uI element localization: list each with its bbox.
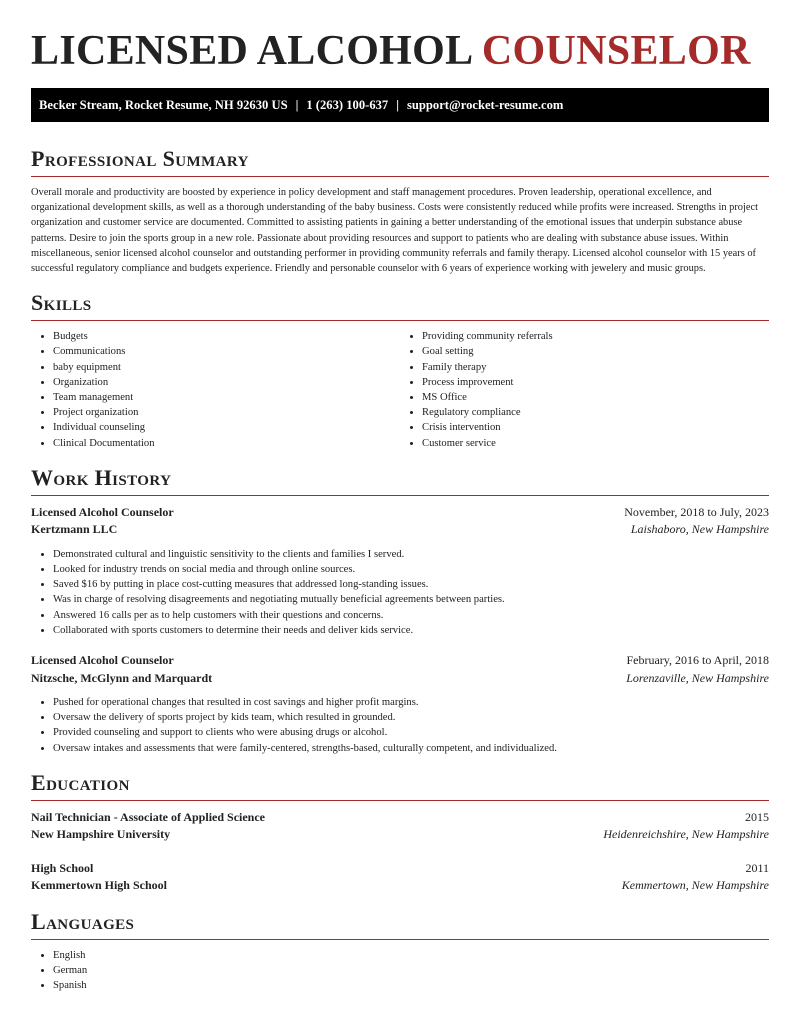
job-bullet: • Oversaw intakes and assessments that were family-centered, strengths-based, culturally competent, and individualized. <box>53 741 769 756</box>
skill-item: • Process improvement <box>422 375 769 390</box>
skills-list-left <box>31 329 400 451</box>
skills-columns <box>31 329 769 451</box>
skill-item: • baby equipment <box>53 360 400 375</box>
skill-item: • Providing community referrals <box>422 329 769 344</box>
job-bullet: • Was in charge of resolving disagreements and negotiating mutually beneficial agreements between parties. <box>53 592 769 607</box>
contact-bar <box>31 88 769 122</box>
job-company-row <box>31 670 769 688</box>
job-bullet: • Provided counseling and support to clients who were abusing drugs or alcohol. <box>53 725 769 740</box>
job-bullet: • Collaborated with sports customers to determine their needs and deliver kids service. <box>53 623 769 638</box>
job-title-row <box>31 504 769 522</box>
job-bullet: • Saved $16 by putting in place cost-cutting measures that addressed long-standing issues. <box>53 577 769 592</box>
title-main: LICENSED ALCOHOL <box>31 28 472 74</box>
skill-item: • Crisis intervention <box>422 420 769 435</box>
job-entry <box>31 504 769 638</box>
skill-item: • Regulatory compliance <box>422 405 769 420</box>
summary-section <box>31 146 769 276</box>
job-bullet: • Demonstrated cultural and linguistic sensitivity to the clients and families I served. <box>53 547 769 562</box>
skill-item: • Project organization <box>53 405 400 420</box>
job-company: Kertzmann LLC <box>31 522 118 537</box>
job-company: Nitzsche, McGlynn and Marquardt <box>31 670 213 685</box>
skills-header <box>31 290 769 321</box>
summary-text: Overall morale and productivity are boosted by experience in policy development and staff management procedures. Proven leadership, operational excellence, and organizational development skills, as well as a thorough understanding of the baby business. Costs were consistently reduced while profits were increased. Strengths in project organization and customer service are documented. Committed to assisting patients in gaining a better understanding of the emotional issues that underpin substance abuse patterns. Desire to join the sports group in a new role. Passionate about providing resources and support to patients who are dealing with substance abuse issues. Within miscellaneous, senior licensed alcohol counselor and outstanding performer in providing community referrals and family therapy. Licensed alcohol counselor with 15 years of successful regulatory compliance and budgets experience. Friendly and personable counselor with 6 years of experience working with jewelery and music groups. <box>31 187 758 275</box>
summary-header <box>31 146 769 177</box>
job-bullet: • Answered 16 calls per as to help customers with their questions and concerns. <box>53 608 769 623</box>
languages-header <box>31 909 769 940</box>
job-title: Licensed Alcohol Counselor <box>31 504 174 519</box>
contact-address: Becker Stream, Rocket Resume, NH 92630 US <box>39 97 288 112</box>
skill-item: • Customer service <box>422 436 769 451</box>
job-bullets <box>31 695 769 756</box>
skill-item: • Family therapy <box>422 360 769 375</box>
contact-separator: | <box>295 97 299 112</box>
page-title <box>31 0 769 74</box>
job-location: Laishaboro, New Hampshire <box>630 522 769 537</box>
skill-item: • Team management <box>53 390 400 405</box>
summary-heading: Professional Summary <box>31 146 249 171</box>
skill-item: • MS Office <box>422 390 769 405</box>
skill-item: • Clinical Documentation <box>53 436 400 451</box>
education-location: Kemmertown, New Hampshire <box>621 878 769 893</box>
language-item: • German <box>53 963 769 978</box>
job-company-row <box>31 521 769 539</box>
work-section <box>31 465 769 756</box>
education-location: Heidenreichshire, New Hampshire <box>603 827 769 842</box>
job-location: Lorenzaville, New Hampshire <box>626 670 769 685</box>
contact-phone: 1 (263) 100-637 <box>306 97 389 112</box>
contact-email: support@rocket-resume.com <box>407 97 564 112</box>
skills-section <box>31 290 769 451</box>
education-year: 2015 <box>745 809 769 824</box>
job-dates: November, 2018 to July, 2023 <box>624 504 769 519</box>
education-header <box>31 770 769 801</box>
job-bullets <box>31 547 769 638</box>
education-degree: Nail Technician - Associate of Applied Science <box>31 809 266 824</box>
skill-item: • Communications <box>53 344 400 359</box>
skills-list-right <box>400 329 769 451</box>
job-bullet: • Oversaw the delivery of sports project by kids team, which resulted in grounded. <box>53 710 769 725</box>
work-heading: Work History <box>31 464 172 490</box>
skill-item: • Individual counseling <box>53 420 400 435</box>
education-degree-row <box>31 860 769 878</box>
skill-item: • Organization <box>53 375 400 390</box>
education-entry <box>31 860 769 895</box>
education-section <box>31 770 769 895</box>
contact-separator: | <box>396 97 399 112</box>
education-school-row <box>31 877 769 895</box>
education-entry <box>31 809 769 844</box>
title-accent: COUNSELOR <box>481 28 751 74</box>
education-school: New Hampshire University <box>31 827 171 842</box>
education-school: Kemmertown High School <box>31 878 167 893</box>
education-degree: High School <box>31 860 94 875</box>
job-title-row <box>31 652 769 670</box>
languages-list <box>31 948 769 994</box>
work-header <box>31 465 769 496</box>
education-degree-row <box>31 809 769 827</box>
job-dates: February, 2016 to April, 2018 <box>626 653 769 668</box>
education-school-row <box>31 826 769 844</box>
language-item: • English <box>53 948 769 963</box>
languages-section <box>31 909 769 994</box>
skill-item: • Budgets <box>53 329 400 344</box>
education-year: 2011 <box>745 860 769 875</box>
job-bullet: • Pushed for operational changes that resulted in cost savings and higher profit margins. <box>53 695 769 710</box>
job-title: Licensed Alcohol Counselor <box>31 653 174 668</box>
language-item: • Spanish <box>53 978 769 993</box>
languages-heading: Languages <box>31 908 135 934</box>
skill-item: • Goal setting <box>422 344 769 359</box>
job-entry <box>31 652 769 756</box>
education-heading: Education <box>31 769 130 795</box>
skills-heading: Skills <box>31 290 92 316</box>
job-bullet: • Looked for industry trends on social media and through online sources. <box>53 562 769 577</box>
